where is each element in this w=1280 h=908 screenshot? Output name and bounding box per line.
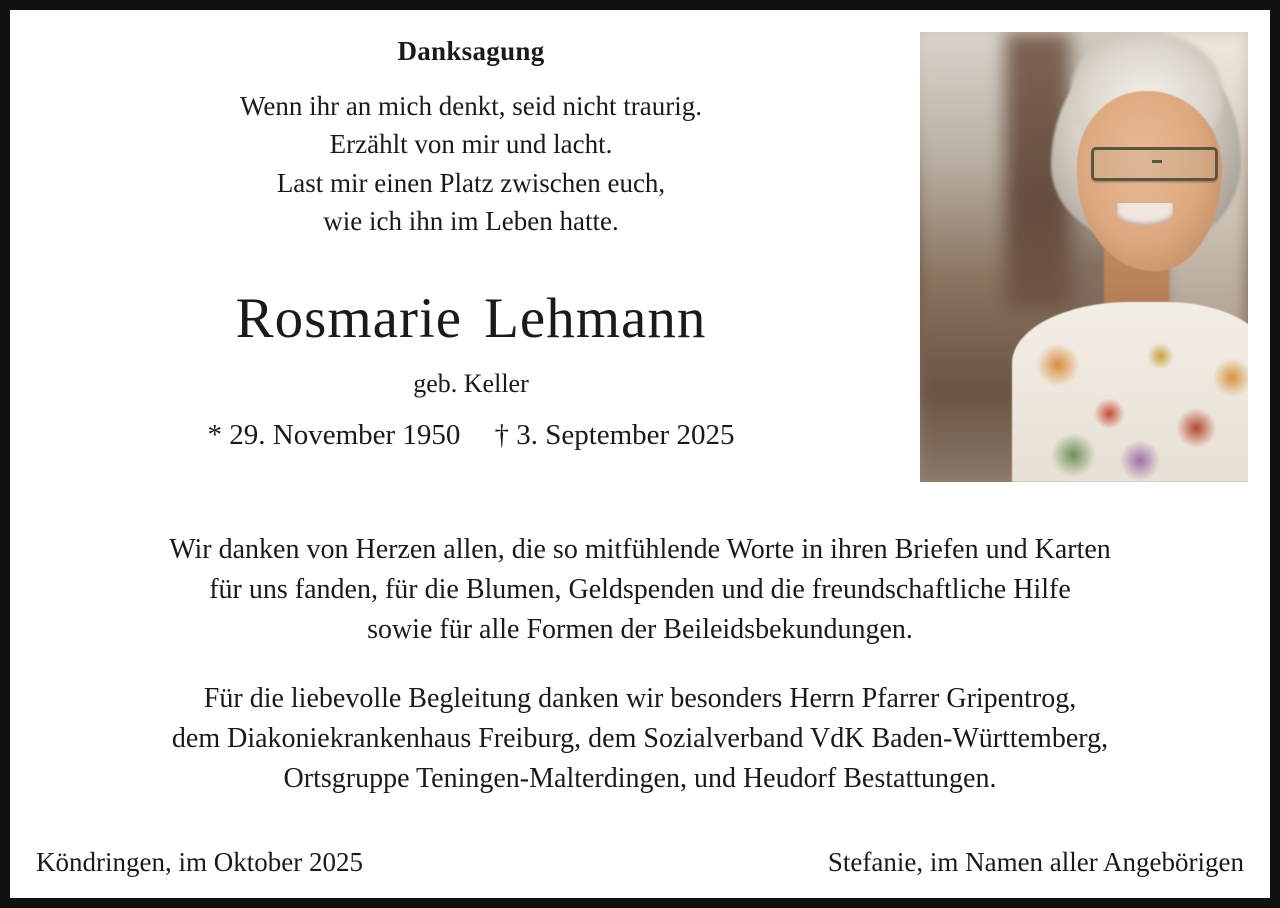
poem-line: Erzählt von mir und lacht. (329, 129, 613, 160)
paragraph-line: Wir danken von Herzen allen, die so mitfühlende Worte in ihren Briefen und Karten (169, 534, 1111, 565)
birth-date: * 29. November 1950 (207, 419, 461, 452)
life-dates (36, 419, 906, 452)
obituary-inner (10, 10, 1270, 898)
deceased-name (36, 286, 906, 351)
maiden-name: geb. Keller (413, 369, 529, 399)
footer (36, 847, 1244, 878)
page-title: Danksagung (397, 36, 545, 66)
paragraph-line: für uns fanden, für die Blumen, Geldspenden und die freundschaftliche Hilfe (209, 573, 1071, 605)
death-date: † 3. September 2025 (494, 419, 735, 452)
thanks-paragraph-1 (36, 530, 1244, 649)
glasses-icon (1091, 147, 1218, 181)
paragraph-line: Ortsgruppe Teningen-Malterdingen, und Heudorf Bestattungen. (283, 762, 997, 794)
poem-line: Last mir einen Platz zwischen euch, (276, 167, 666, 198)
poem-block (36, 87, 906, 240)
footer-signature: Stefanie, im Namen aller Angebörigen (827, 847, 1244, 877)
deceased-first-name: Rosmarie (235, 287, 463, 351)
body-text-block (36, 530, 1244, 799)
upper-text-column (36, 36, 906, 452)
paragraph-line: sowie für alle Formen der Beileidsbekundungen. (367, 613, 913, 645)
poem-line: Wenn ihr an mich denkt, seid nicht traurig. (240, 91, 702, 121)
paragraph-line: dem Diakoniekrankenhaus Freiburg, dem Sozialverband VdK Baden-Württemberg, (171, 723, 1109, 754)
thanks-paragraph-2 (36, 679, 1244, 798)
footer-place-date: Köndringen, im Oktober 2025 (36, 847, 363, 877)
paragraph-line: Für die liebevolle Begleitung danken wir besonders Herrn Pfarrer Gripentrog, (203, 683, 1077, 715)
poem-line: wie ich ihn im Leben hatte. (323, 205, 619, 236)
deceased-last-name: Lehmann (484, 287, 707, 351)
portrait-smile (1117, 203, 1173, 226)
portrait-photo (920, 32, 1248, 482)
portrait-floral-blouse (1012, 302, 1248, 482)
